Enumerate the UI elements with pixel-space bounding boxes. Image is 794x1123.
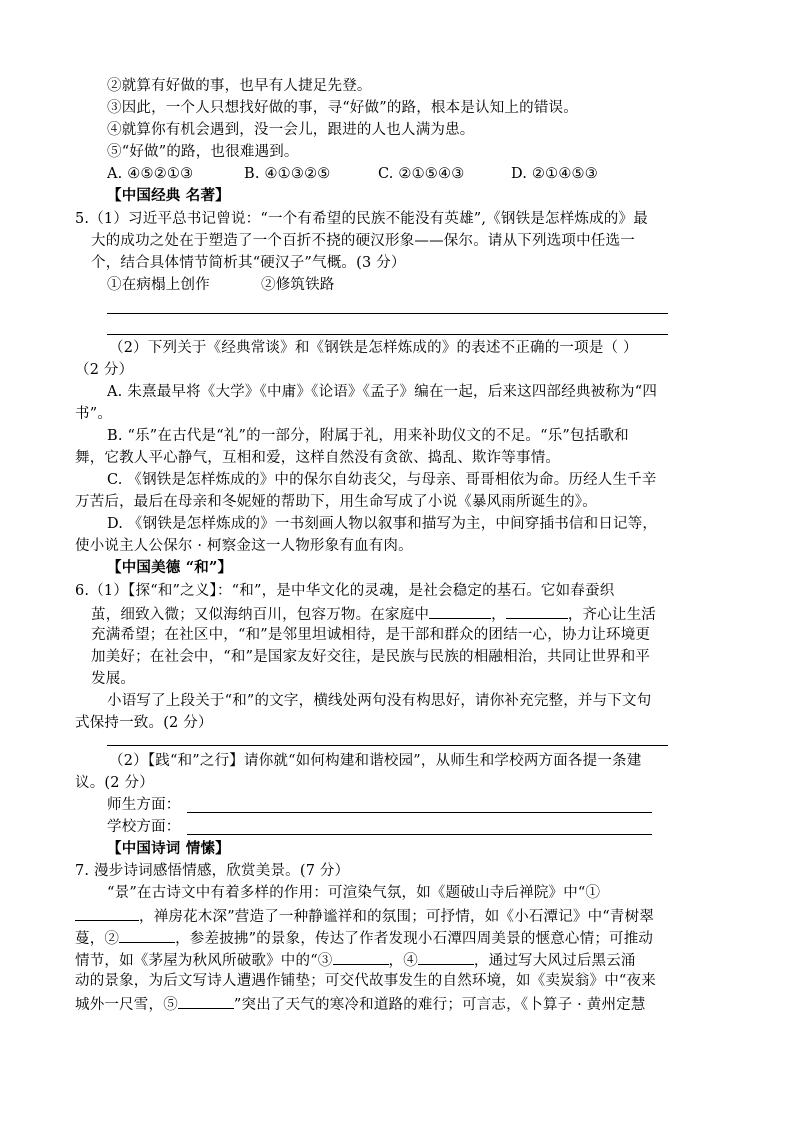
- q5-option-b-line2: 舞，它教人平心静气，互相和爱，这样自然没有贪欲、捣乱、欺诈等事情。: [75, 450, 561, 466]
- q5-option-b-line1[interactable]: B. “乐”在古代是“礼”的一部分，附属于礼，用来补助仪文的不足。“乐”包括歌和: [107, 428, 629, 444]
- q5-part1-line2: 大的成功之处在于塑造了一个百折不挠的硬汉形象——保尔。请从下列选项中任选一: [91, 233, 635, 249]
- section-heading-poetry: 【中国诗词 情愫】: [107, 840, 230, 857]
- q7-line3: [75, 906, 654, 926]
- q6-part1-line1: 6.（1）【探“和”之义】：“和”，是中华文化的灵魂，是社会稳定的基石。它如春蚕织: [75, 583, 615, 599]
- q6-answer-line[interactable]: [107, 745, 668, 746]
- q4-item-2: ②就算有好做的事，也早有人捷足先登。: [107, 78, 372, 94]
- q5-option-c-line2: 万苦后，最后在母亲和冬妮娅的帮助下，用生命写成了小说《暴风雨所诞生的》。: [75, 494, 597, 510]
- q5-option-a-line2: 书”。: [75, 406, 113, 422]
- q4-option-d[interactable]: D. ②①④⑤③: [511, 166, 598, 182]
- q7-blank-4[interactable]: [418, 950, 474, 965]
- q7-line7-text-b: ”突出了天气的寒冷和道路的难行；可言志，《卜算子 · 黄州定慧: [233, 997, 646, 1013]
- q6-field-teachers-label: 师生方面：: [107, 797, 181, 813]
- q4-item-5: ⑤“好做”的路，也很难遇到。: [107, 144, 299, 160]
- q4-option-a[interactable]: A. ④⑤②①③: [107, 166, 194, 182]
- q7-line7-text-a: 城外一尺雪，⑤: [75, 997, 178, 1013]
- q6-line2-text-a: 茧，细致入微；又似海纳百川，包容万物。在家庭中: [91, 607, 430, 623]
- q7-line5-text-c: ，通过写大风过后黑云涌: [473, 953, 636, 969]
- q5-part1-line1: 5.（1）习近平总书记曾说：“一个有希望的民族不能没有英雄”,《钢铁是怎样炼成的》最: [75, 211, 648, 227]
- q6-field-school-label: 学校方面：: [107, 819, 181, 835]
- q5-answer-line-1[interactable]: [107, 313, 668, 314]
- q6-line2-text-b: ，: [491, 607, 506, 623]
- q6-blank-1[interactable]: [429, 604, 491, 619]
- q5-option-d-line2: 使小说主人公保尔 · 柯察金这一人物形象有血有肉。: [75, 538, 413, 554]
- q5-choice-2: ②修筑铁路: [261, 277, 335, 293]
- q5-option-d-line1[interactable]: D. 《钢铁是怎样炼成的》一书刻画人物以叙事和描写为主，中间穿插书信和日记等，: [107, 516, 658, 532]
- q7-line7: [75, 994, 646, 1014]
- q7-blank-5[interactable]: [178, 994, 234, 1009]
- q7-blank-2[interactable]: [119, 928, 175, 943]
- q5-part1-line3: 个，结合具体情节简析其“硬汉子”气概。(3 分）: [91, 255, 406, 271]
- q5-choice-1: ①在病榻上创作: [107, 277, 210, 293]
- q6-line2-text-c: ，齐心让生活: [567, 607, 657, 623]
- section-heading-virtue: 【中国美德 “和”】: [107, 559, 233, 576]
- q5-option-a-line1[interactable]: A. 朱熹最早将《大学》《中庸》《论语》《孟子》编在一起，后来这四部经典被称为“四: [107, 384, 658, 400]
- section-heading-classic: 【中国经典 名著】: [107, 187, 230, 204]
- q6-part2-line2: 议。(2 分）: [75, 775, 154, 791]
- q6-field-school-input[interactable]: [187, 834, 652, 835]
- q7-line5: [75, 950, 636, 970]
- q7-line4: [75, 928, 653, 948]
- q4-option-b[interactable]: B. ④①③②⑤: [244, 166, 331, 182]
- q4-option-c[interactable]: C. ②①⑤④③: [378, 166, 465, 182]
- q6-part2-line1: （2）【践“和”之行】请你就“如何构建和谐校园”，从师生和学校两方面各提一条建: [109, 753, 642, 769]
- q5-option-c-line1[interactable]: C. 《钢铁是怎样炼成的》中的保尔自幼丧父，与母亲、哥哥相依为命。历经人生千辛: [107, 472, 657, 488]
- q7-line2: “景”在古诗文中有着多样的作用：可渲染气氛，如《题破山寺后禅院》中“①: [107, 885, 601, 901]
- q7-line4-text-b: ，参差披拂”的景象，传达了作者发现小石潭四周美景的惬意心情；可推动: [175, 931, 654, 947]
- q6-part1-line6: 小语写了上段关于“和”的文字，横线处两句没有构思好，请你补充完整，并与下文句: [107, 693, 652, 709]
- q6-part1-line5: 发展。: [91, 671, 136, 687]
- q7-line6: 动的景象，为后文写诗人遭遇作铺垫；可交代故事发生的自然环境，如《卖炭翁》中“夜来: [75, 973, 656, 989]
- q7-line5-text-b: ，④: [388, 953, 418, 969]
- q7-line1: 7. 漫步诗词感悟情感，欣赏美景。(7 分）: [75, 863, 350, 879]
- q6-field-teachers-input[interactable]: [187, 812, 652, 813]
- q7-line3-text: ，禅房花木深”营造了一种静谧祥和的氛围；可抒情，如《小石潭记》中“青树翠: [139, 909, 655, 925]
- q5-answer-line-2[interactable]: [107, 334, 668, 335]
- q4-item-4: ④就算你有机会遇到，没一会儿，跟进的人也人满为患。: [107, 122, 475, 138]
- q6-part1-line3: 充满希望；在社区中，“和”是邻里坦诚相待，是干部和群众的团结一心，协力让环境更: [91, 627, 651, 643]
- q5-part2-line2: （2 分）: [75, 362, 134, 378]
- q6-part1-line2: [91, 604, 656, 624]
- q7-blank-3[interactable]: [333, 950, 389, 965]
- q7-line5-text-a: 情节，如《茅屋为秋风所破歌》中的“③: [75, 953, 333, 969]
- q4-item-3: ③因此，一个人只想找好做的事，寻“好做”的路，根本是认知上的错误。: [107, 100, 578, 116]
- q6-part1-line4: 加美好；在社会中，“和”是国家友好交往，是民族与民族的相融相治，共同让世界和平: [91, 649, 651, 665]
- q7-line4-text-a: 蔓，②: [75, 931, 120, 947]
- q7-blank-1[interactable]: [75, 906, 139, 921]
- q5-part2-line1: （2）下列关于《经典常谈》和《钢铁是怎样炼成的》的表述不正确的一项是（ ）: [109, 340, 638, 356]
- q6-part1-line7: 式保持一致。(2 分）: [75, 715, 213, 731]
- q6-blank-2[interactable]: [506, 604, 568, 619]
